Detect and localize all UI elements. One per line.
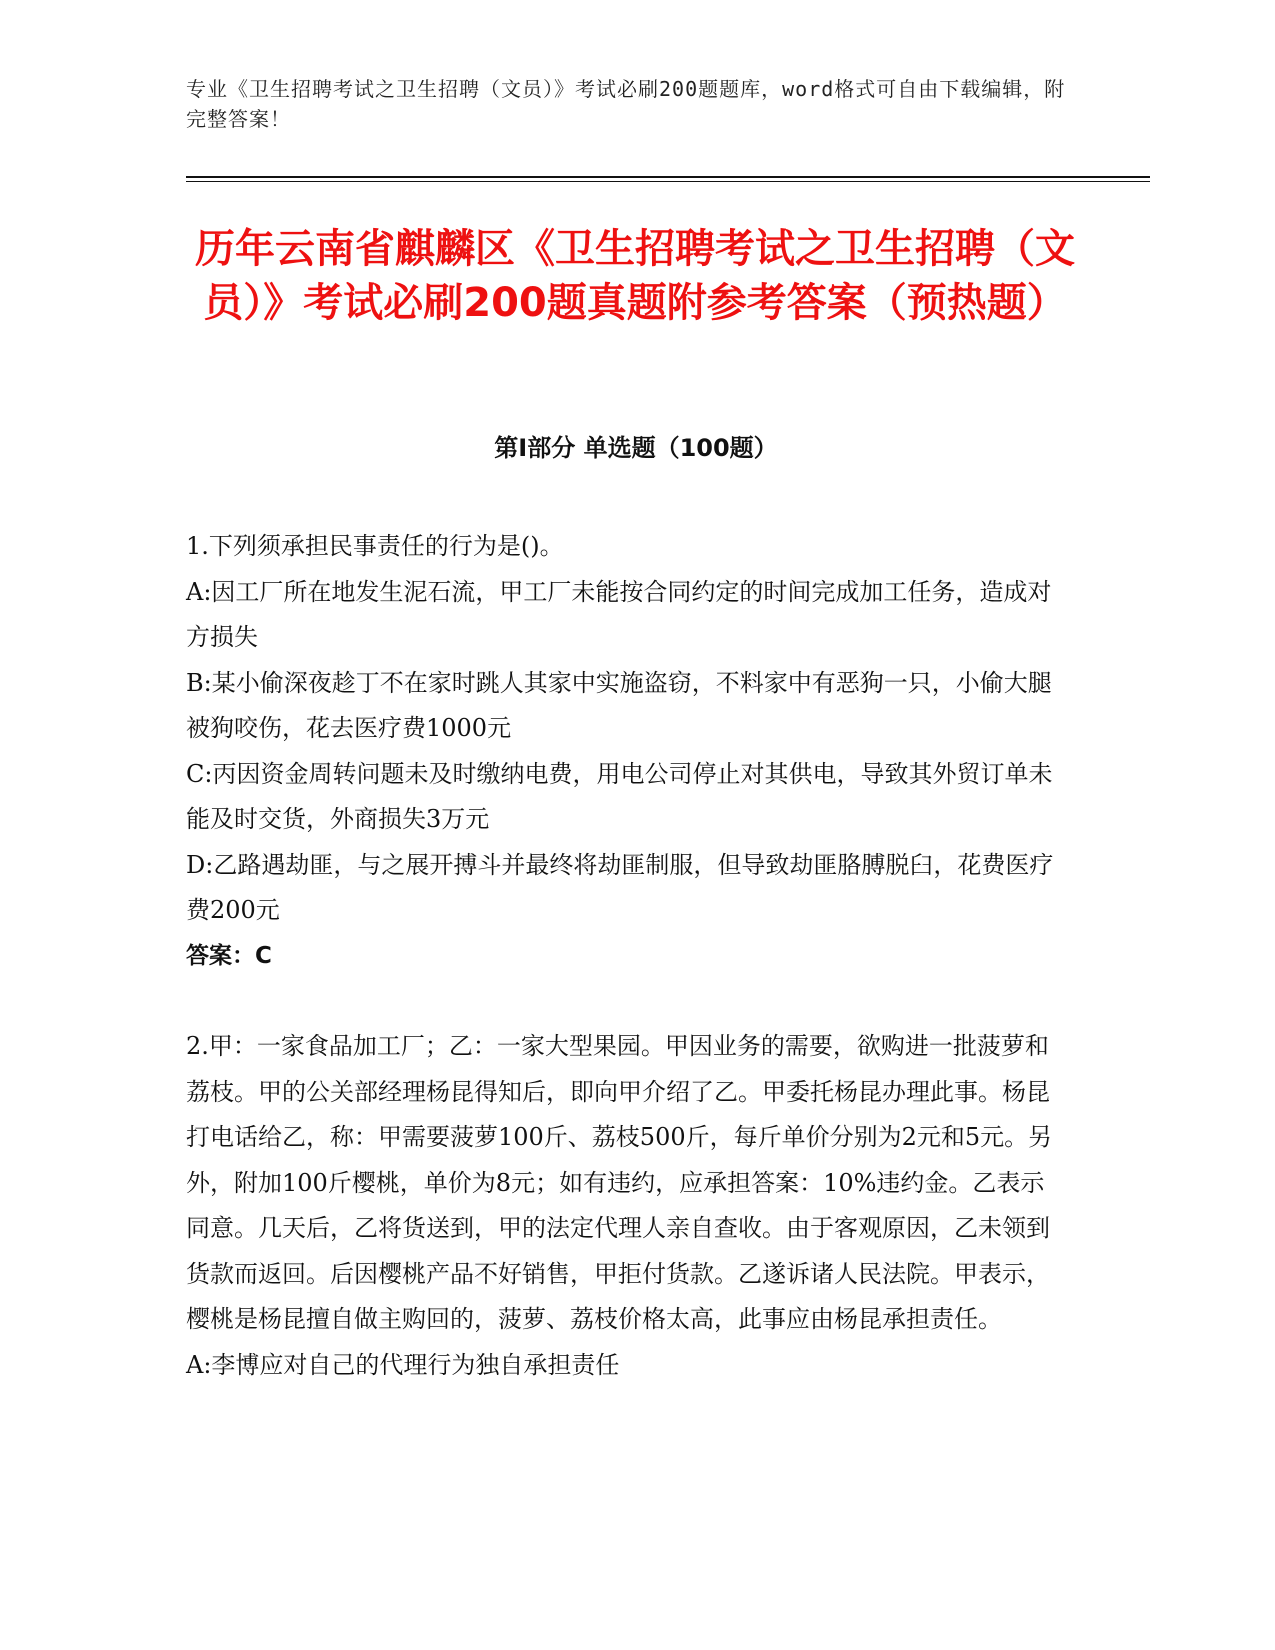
question-2: [186, 1024, 1066, 1388]
question-2-option-a: A:李博应对自己的代理行为独自承担责任: [186, 1350, 620, 1379]
question-1-option-c: C:丙因资金周转问题未及时缴纳电费，用电公司停止对其供电，导致其外贸订单未能及时交货，外商损失3万元: [186, 759, 1053, 833]
question-1-stem: 1.下列须承担民事责任的行为是()。: [186, 532, 564, 560]
question-2-stem: 2.甲：一家食品加工厂；乙：一家大型果园。甲因业务的需要，欲购进一批菠萝和荔枝。甲的公关部经理杨昆得知后，即向甲介绍了乙。甲委托杨昆办理此事。杨昆打电话给乙，称：甲需要菠萝100斤、荔枝500斤，每斤单价分别为2元和5元。另外，附加100斤樱桃，单价为8元；如有违约，应承担答案：10%违约金。乙表示同意。几天后，乙将货送到，甲的法定代理人亲自查收。由于客观原因，乙未领到货款而返回。后因樱桃产品不好销售，甲拒付货款。乙遂诉诸人民法院。甲表示，樱桃是杨昆擅自做主购回的，菠萝、荔枝价格太高，此事应由杨昆承担责任。: [186, 1032, 1053, 1333]
question-1-option-d: D:乙路遇劫匪，与之展开搏斗并最终将劫匪制服，但导致劫匪胳膊脱臼，花费医疗费200元: [186, 850, 1054, 924]
question-1-option-a: A:因工厂所在地发生泥石流，甲工厂未能按合同约定的时间完成加工任务，造成对方损失: [186, 577, 1052, 651]
question-1-answer: 答案：C: [186, 942, 272, 969]
document-title: 历年云南省麒麟区《卫生招聘考试之卫生招聘（文员）》考试必刷200题真题附参考答案（预热题）: [195, 226, 1075, 326]
header-note: 专业《卫生招聘考试之卫生招聘（文员）》考试必刷200题题库，word格式可自由下载编辑，附完整答案！: [186, 77, 1066, 131]
question-1-option-b: B:某小偷深夜趁丁不在家时跳人其家中实施盗窃，不料家中有恶狗一只，小偷大腿被狗咬伤，花去医疗费1000元: [186, 668, 1052, 742]
header-rule-thick: [186, 176, 1150, 178]
question-1: [186, 524, 1066, 979]
header-rule-thin: [186, 181, 1150, 182]
section-heading: 第I部分 单选题（100题）: [494, 434, 778, 462]
